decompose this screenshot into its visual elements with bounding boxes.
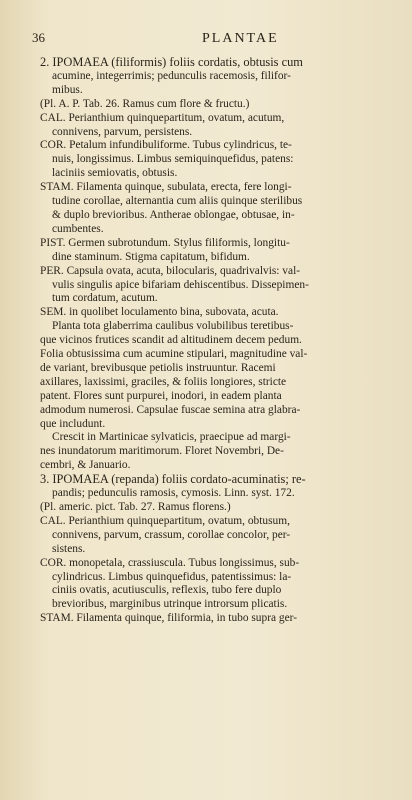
text-line: cembri, & Januario. [40,459,131,472]
text-line: patent. Flores sunt purpurei, inodori, in eadem planta [40,389,282,402]
text-line: Folia obtusissima cum acumine stipulari, magnitudine val- [40,348,308,361]
text-line: connivens, parvum, persistens. [52,125,193,138]
text-line: que includunt. [40,417,106,430]
text-line: nes inundatorum maritimorum. Floret Novembri, De- [40,445,284,458]
text-line: connivens, parvum, crassum, corollae concolor, per- [52,528,291,541]
stamen-description: STAM. Filamenta quinque, subulata, erecta, fere longi- [40,181,292,194]
text-line: mibus. [52,83,83,96]
corolla-description: COR. Petalum infundibuliforme. Tubus cylindricus, te- [40,139,292,152]
text-line: tum cordatum, acutum. [52,292,158,305]
calyx-description: CAL. Perianthium quinquepartitum, ovatum, obtusum, [40,514,290,527]
pistil-description: PIST. Germen subrotundum. Stylus filiformis, longitu- [40,236,290,249]
plate-reference: (Pl. A. P. Tab. 26. Ramus cum flore & fructu.) [40,97,250,110]
text-line: tudine corollae, alternantia cum aliis quinque sterilibus [52,195,303,208]
text-line: ciniis ovatis, acutiusculis, reflexis, tubo fere duplo [52,584,282,597]
text-line: vulis singulis apice bifariam dehiscentibus. Dissepimen- [52,278,309,291]
pericarp-description: PER. Capsula ovata, acuta, bilocularis, quadrivalvis: val- [40,264,301,277]
page-header [32,30,396,56]
text-line: que vicinos frutices scandit ad altitudinem decem pedum. [40,334,302,347]
text-line: cumbentes. [52,222,104,235]
species-heading-ipomaea-filiformis: 2. IPOMAEA (filiformis) foliis cordatis, obtusis cum [40,55,303,69]
text-line: sistens. [52,542,86,555]
text-line: pandis; pedunculis ramosis, cymosis. Linn. syst. 172. [52,487,295,500]
text-line: cylindricus. Limbus quinquefidus, patentissimus: la- [52,570,292,583]
seed-description: SEM. in quolibet loculamento bina, subovata, acuta. [40,306,279,319]
text-line: & duplo brevioribus. Antherae oblongae, obtusae, in- [52,208,295,221]
text-line: nuis, longissimus. Limbus semiquinquefidus, patens: [52,153,294,166]
calyx-description: CAL. Perianthium quinquepartitum, ovatum, acutum, [40,111,285,124]
text-line: dine staminum. Stigma capitatum, bifidum. [52,250,250,263]
text-line: de variant, brevibusque petiolis instruuntur. Racemi [40,361,276,374]
species-heading-ipomaea-repanda: 3. IPOMAEA (repanda) foliis cordato-acuminatis; re- [40,472,306,487]
corolla-description: COR. monopetala, crassiuscula. Tubus longissimus, sub- [40,556,300,569]
text-line: brevioribus, marginibus utrinque introrsum plicatis. [52,598,288,611]
plate-reference: (Pl. americ. pict. Tab. 27. Ramus florens.) [40,501,231,513]
text-line: admodum numerosi. Capsulae fuscae semina atra glabra- [40,403,301,416]
stamen-description: STAM. Filamenta quinque, filiformia, in tubo supra ger- [40,612,298,625]
page-number: 36 [32,30,45,45]
paragraph-start: Crescit in Martinicae sylvaticis, praecipue ad margi- [52,431,291,444]
page-body [40,56,396,626]
text-line: axillares, laxissimi, graciles, & foliis longiores, stricte [40,375,287,388]
paragraph-start: Planta tota glaberrima caulibus volubilibus teretibus- [52,320,294,333]
running-head: PLANTAE [202,31,279,46]
text-line: acumine, integerrimis; pedunculis racemosis, filifor- [52,69,291,82]
text-line: laciniis semiovatis, obtusis. [52,167,178,180]
